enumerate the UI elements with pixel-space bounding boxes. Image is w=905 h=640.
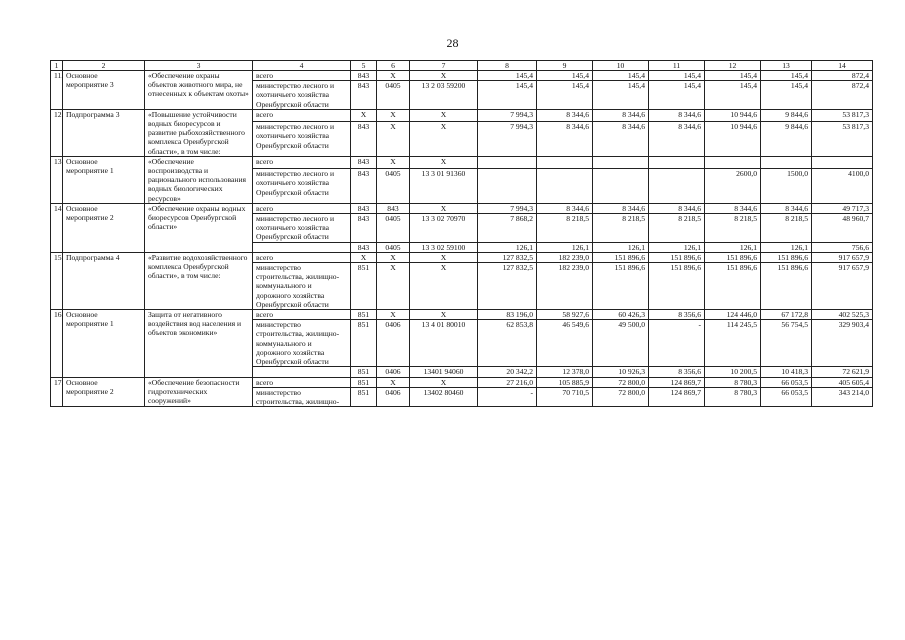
value-cell xyxy=(478,156,537,168)
value-cell: 329 903,4 xyxy=(812,320,873,367)
value-cell: 8 218,5 xyxy=(649,214,705,243)
table-row xyxy=(51,156,873,168)
executor-cell: министерство строительства, жилищно-коммунального и дорожного хозяйства Оренбургской области xyxy=(253,263,351,310)
value-cell: 1500,0 xyxy=(761,169,812,204)
value-cell: 402 525,3 xyxy=(812,310,873,320)
value-cell: 126,1 xyxy=(537,242,593,252)
table-row xyxy=(51,109,873,121)
column-header: 9 xyxy=(537,61,593,71)
value-cell: 8 344,6 xyxy=(649,109,705,121)
row-number: 15. xyxy=(51,252,63,309)
table-row xyxy=(51,203,873,213)
value-cell: 105 885,9 xyxy=(537,377,593,387)
column-header: 14 xyxy=(812,61,873,71)
value-cell: 10 200,5 xyxy=(705,367,761,377)
executor-cell: министерство лесного и охотничьего хозяйства Оренбургской области xyxy=(253,214,351,243)
value-cell: 127 832,5 xyxy=(478,263,537,310)
value-cell: 66 053,5 xyxy=(761,387,812,406)
column-header: 1 xyxy=(51,61,63,71)
value-cell: 67 172,8 xyxy=(761,310,812,320)
value-cell: 151 896,6 xyxy=(761,263,812,310)
executor-cell: министерство строительства, жилищно-коммунального и дорожного хозяйства Оренбургской области xyxy=(253,320,351,367)
value-cell: - xyxy=(649,320,705,367)
value-cell: 124 869,7 xyxy=(649,377,705,387)
value-cell: 8 344,6 xyxy=(593,109,649,121)
row-number: 14. xyxy=(51,203,63,252)
code-rzpr-cell: X xyxy=(377,263,410,310)
code-rzpr-cell: 0405 xyxy=(377,169,410,204)
value-cell: 126,1 xyxy=(593,242,649,252)
code-csr-cell: 13 3 02 70970 xyxy=(410,214,478,243)
value-cell xyxy=(593,156,649,168)
value-cell: 66 053,5 xyxy=(761,377,812,387)
value-cell: 46 549,6 xyxy=(537,320,593,367)
value-cell: 145,4 xyxy=(593,81,649,110)
code-rzpr-cell: 0405 xyxy=(377,81,410,110)
value-cell: 72 800,0 xyxy=(593,387,649,406)
value-cell: 58 927,6 xyxy=(537,310,593,320)
value-cell: 49 500,0 xyxy=(593,320,649,367)
value-cell: 145,4 xyxy=(705,71,761,81)
value-cell: 48 960,7 xyxy=(812,214,873,243)
executor-cell: всего xyxy=(253,109,351,121)
value-cell: 8 344,6 xyxy=(537,109,593,121)
value-cell: 8 218,5 xyxy=(593,214,649,243)
code-rzpr-cell: X xyxy=(377,109,410,121)
value-cell xyxy=(537,169,593,204)
row-number: 16. xyxy=(51,310,63,377)
row-name: «Развитие водохозяйственного комплекса Оренбургской области», в том числе: xyxy=(145,252,253,309)
value-cell: 10 418,3 xyxy=(761,367,812,377)
code-grbs-cell: 843 xyxy=(351,81,377,110)
code-csr-cell: X xyxy=(410,377,478,387)
column-header: 11 xyxy=(649,61,705,71)
value-cell xyxy=(761,156,812,168)
code-rzpr-cell: 0406 xyxy=(377,320,410,367)
value-cell: 8 780,3 xyxy=(705,387,761,406)
value-cell: 145,4 xyxy=(649,71,705,81)
value-cell: 8 344,6 xyxy=(593,122,649,157)
value-cell: 872,4 xyxy=(812,71,873,81)
code-grbs-cell: 851 xyxy=(351,320,377,367)
code-rzpr-cell: 0405 xyxy=(377,242,410,252)
code-csr-cell: 13402 80460 xyxy=(410,387,478,406)
executor-cell: всего xyxy=(253,377,351,387)
value-cell: 8 344,6 xyxy=(761,203,812,213)
value-cell: 2600,0 xyxy=(705,169,761,204)
table-row xyxy=(51,377,873,387)
row-name: Защита от негативного воздействия вод населения и объектов экономики» xyxy=(145,310,253,377)
header-row xyxy=(51,61,873,71)
row-status: Основное мероприятие 2 xyxy=(63,203,145,252)
row-name: «Обеспечение безопасности гидротехнических сооружений» xyxy=(145,377,253,407)
value-cell: 8 344,6 xyxy=(537,122,593,157)
executor-cell: всего xyxy=(253,156,351,168)
value-cell: 27 216,0 xyxy=(478,377,537,387)
row-number: 12. xyxy=(51,109,63,156)
value-cell xyxy=(705,156,761,168)
value-cell: 151 896,6 xyxy=(761,252,812,262)
row-status: Подпрограмма 3 xyxy=(63,109,145,156)
code-csr-cell: X xyxy=(410,310,478,320)
value-cell: 145,4 xyxy=(478,71,537,81)
code-csr-cell: X xyxy=(410,156,478,168)
value-cell: 8 344,6 xyxy=(593,203,649,213)
value-cell: 145,4 xyxy=(537,81,593,110)
code-csr-cell: X xyxy=(410,252,478,262)
code-grbs-cell: 843 xyxy=(351,169,377,204)
code-grbs-cell: 851 xyxy=(351,263,377,310)
code-grbs-cell: 843 xyxy=(351,242,377,252)
code-rzpr-cell: X xyxy=(377,252,410,262)
value-cell xyxy=(593,169,649,204)
value-cell: 126,1 xyxy=(705,242,761,252)
executor-cell: министерство строительства, жилищно- xyxy=(253,387,351,406)
code-rzpr-cell: X xyxy=(377,71,410,81)
code-grbs-cell: 843 xyxy=(351,156,377,168)
value-cell: 8 344,6 xyxy=(705,203,761,213)
code-rzpr-cell: 0406 xyxy=(377,387,410,406)
value-cell: 756,6 xyxy=(812,242,873,252)
executor-cell: всего xyxy=(253,252,351,262)
value-cell: 182 239,0 xyxy=(537,263,593,310)
value-cell: 8 344,6 xyxy=(537,203,593,213)
value-cell: 145,4 xyxy=(537,71,593,81)
value-cell: 151 896,6 xyxy=(649,263,705,310)
value-cell: 151 896,6 xyxy=(593,263,649,310)
code-grbs-cell: X xyxy=(351,252,377,262)
value-cell: 8 356,6 xyxy=(649,310,705,320)
value-cell: 7 994,3 xyxy=(478,109,537,121)
value-cell: 8 218,5 xyxy=(537,214,593,243)
row-name: «Обеспечение воспроизводства и рационального использования водных биологических ресурсов» xyxy=(145,156,253,203)
value-cell: 145,4 xyxy=(478,81,537,110)
code-csr-cell: X xyxy=(410,203,478,213)
value-cell: 8 218,5 xyxy=(761,214,812,243)
code-rzpr-cell: X xyxy=(377,156,410,168)
value-cell: 145,4 xyxy=(705,81,761,110)
value-cell: 7 994,3 xyxy=(478,203,537,213)
value-cell xyxy=(478,169,537,204)
value-cell: 70 710,5 xyxy=(537,387,593,406)
code-csr-cell: 13 3 01 91360 xyxy=(410,169,478,204)
program-funding-table xyxy=(50,60,873,407)
value-cell: 53 817,3 xyxy=(812,109,873,121)
column-header: 2 xyxy=(63,61,145,71)
code-grbs-cell: 843 xyxy=(351,122,377,157)
column-header: 12 xyxy=(705,61,761,71)
code-rzpr-cell: X xyxy=(377,377,410,387)
value-cell: 4100,0 xyxy=(812,169,873,204)
row-number: 11. xyxy=(51,71,63,110)
row-status: Основное мероприятие 2 xyxy=(63,377,145,407)
value-cell: 145,4 xyxy=(649,81,705,110)
row-name: «Повышение устойчивости водных биоресурсов и развитие рыбохозяйственного комплекса Оренбургской области», в том числе: xyxy=(145,109,253,156)
value-cell: 145,4 xyxy=(761,81,812,110)
code-csr-cell: X xyxy=(410,263,478,310)
code-grbs-cell: 843 xyxy=(351,203,377,213)
value-cell: 114 245,5 xyxy=(705,320,761,367)
code-grbs-cell: 851 xyxy=(351,377,377,387)
code-grbs-cell: 843 xyxy=(351,71,377,81)
value-cell: 72 800,0 xyxy=(593,377,649,387)
executor-cell: министерство лесного и охотничьего хозяйства Оренбургской области xyxy=(253,169,351,204)
row-status: Основное мероприятие 3 xyxy=(63,71,145,110)
column-header: 13 xyxy=(761,61,812,71)
value-cell: 10 944,6 xyxy=(705,122,761,157)
code-rzpr-cell: 0405 xyxy=(377,214,410,243)
code-rzpr-cell: X xyxy=(377,122,410,157)
code-csr-cell: 13401 94060 xyxy=(410,367,478,377)
code-csr-cell: 13 3 02 59100 xyxy=(410,242,478,252)
value-cell: 20 342,2 xyxy=(478,367,537,377)
code-csr-cell: X xyxy=(410,109,478,121)
column-header: 5 xyxy=(351,61,377,71)
value-cell: 127 832,5 xyxy=(478,252,537,262)
code-csr-cell: X xyxy=(410,71,478,81)
row-name: «Обеспечение охраны объектов животного мира, не отнесенных к объектам охоты» xyxy=(145,71,253,110)
value-cell: 917 657,9 xyxy=(812,263,873,310)
row-status: Основное мероприятие 1 xyxy=(63,156,145,203)
value-cell: 917 657,9 xyxy=(812,252,873,262)
value-cell: 8 218,5 xyxy=(705,214,761,243)
value-cell: 126,1 xyxy=(649,242,705,252)
value-cell: 62 853,8 xyxy=(478,320,537,367)
table-row xyxy=(51,71,873,81)
code-grbs-cell: X xyxy=(351,109,377,121)
row-number: 13. xyxy=(51,156,63,203)
code-rzpr-cell: X xyxy=(377,310,410,320)
value-cell: 9 844,6 xyxy=(761,109,812,121)
value-cell xyxy=(812,156,873,168)
code-csr-cell: X xyxy=(410,122,478,157)
column-header: 7 xyxy=(410,61,478,71)
value-cell xyxy=(649,169,705,204)
column-header: 8 xyxy=(478,61,537,71)
value-cell: 8 780,3 xyxy=(705,377,761,387)
value-cell: 56 754,5 xyxy=(761,320,812,367)
value-cell: 124 446,0 xyxy=(705,310,761,320)
executor-cell: министерство лесного и охотничьего хозяйства Оренбургской области xyxy=(253,81,351,110)
executor-cell xyxy=(253,242,351,252)
value-cell: 49 717,3 xyxy=(812,203,873,213)
value-cell: 151 896,6 xyxy=(705,252,761,262)
value-cell: - xyxy=(478,387,537,406)
executor-cell: всего xyxy=(253,310,351,320)
value-cell: 10 944,6 xyxy=(705,109,761,121)
value-cell: 126,1 xyxy=(761,242,812,252)
column-header: 4 xyxy=(253,61,351,71)
value-cell: 60 426,3 xyxy=(593,310,649,320)
row-name: «Обеспечение охраны водных биоресурсов Оренбургской области» xyxy=(145,203,253,252)
value-cell: 126,1 xyxy=(478,242,537,252)
value-cell: 7 868,2 xyxy=(478,214,537,243)
value-cell xyxy=(537,156,593,168)
executor-cell: министерство лесного и охотничьего хозяйства Оренбургской области xyxy=(253,122,351,157)
value-cell: 83 196,0 xyxy=(478,310,537,320)
executor-cell: всего xyxy=(253,71,351,81)
value-cell: 124 869,7 xyxy=(649,387,705,406)
row-status: Подпрограмма 4 xyxy=(63,252,145,309)
value-cell: 53 817,3 xyxy=(812,122,873,157)
code-grbs-cell: 851 xyxy=(351,387,377,406)
value-cell: 872,4 xyxy=(812,81,873,110)
value-cell: 8 356,6 xyxy=(649,367,705,377)
value-cell: 9 844,6 xyxy=(761,122,812,157)
value-cell: 151 896,6 xyxy=(705,263,761,310)
code-csr-cell: 13 2 03 59200 xyxy=(410,81,478,110)
code-csr-cell: 13 4 01 80010 xyxy=(410,320,478,367)
value-cell: 405 605,4 xyxy=(812,377,873,387)
value-cell: 72 621,9 xyxy=(812,367,873,377)
executor-cell xyxy=(253,367,351,377)
table-row xyxy=(51,310,873,320)
value-cell: 182 239,0 xyxy=(537,252,593,262)
value-cell: 145,4 xyxy=(593,71,649,81)
value-cell: 8 344,6 xyxy=(649,203,705,213)
value-cell: 151 896,6 xyxy=(593,252,649,262)
row-number: 17. xyxy=(51,377,63,407)
row-status: Основное мероприятие 1 xyxy=(63,310,145,377)
code-grbs-cell: 843 xyxy=(351,214,377,243)
value-cell: 12 378,0 xyxy=(537,367,593,377)
page-number: 28 xyxy=(446,36,459,50)
value-cell: 151 896,6 xyxy=(649,252,705,262)
column-header: 3 xyxy=(145,61,253,71)
column-header: 6 xyxy=(377,61,410,71)
code-grbs-cell: 851 xyxy=(351,367,377,377)
table-row xyxy=(51,252,873,262)
code-rzpr-cell: 843 xyxy=(377,203,410,213)
value-cell: 7 994,3 xyxy=(478,122,537,157)
value-cell: 8 344,6 xyxy=(649,122,705,157)
column-header: 10 xyxy=(593,61,649,71)
value-cell: 10 926,3 xyxy=(593,367,649,377)
value-cell: 145,4 xyxy=(761,71,812,81)
executor-cell: всего xyxy=(253,203,351,213)
value-cell: 343 214,0 xyxy=(812,387,873,406)
code-grbs-cell: 851 xyxy=(351,310,377,320)
code-rzpr-cell: 0406 xyxy=(377,367,410,377)
value-cell xyxy=(649,156,705,168)
